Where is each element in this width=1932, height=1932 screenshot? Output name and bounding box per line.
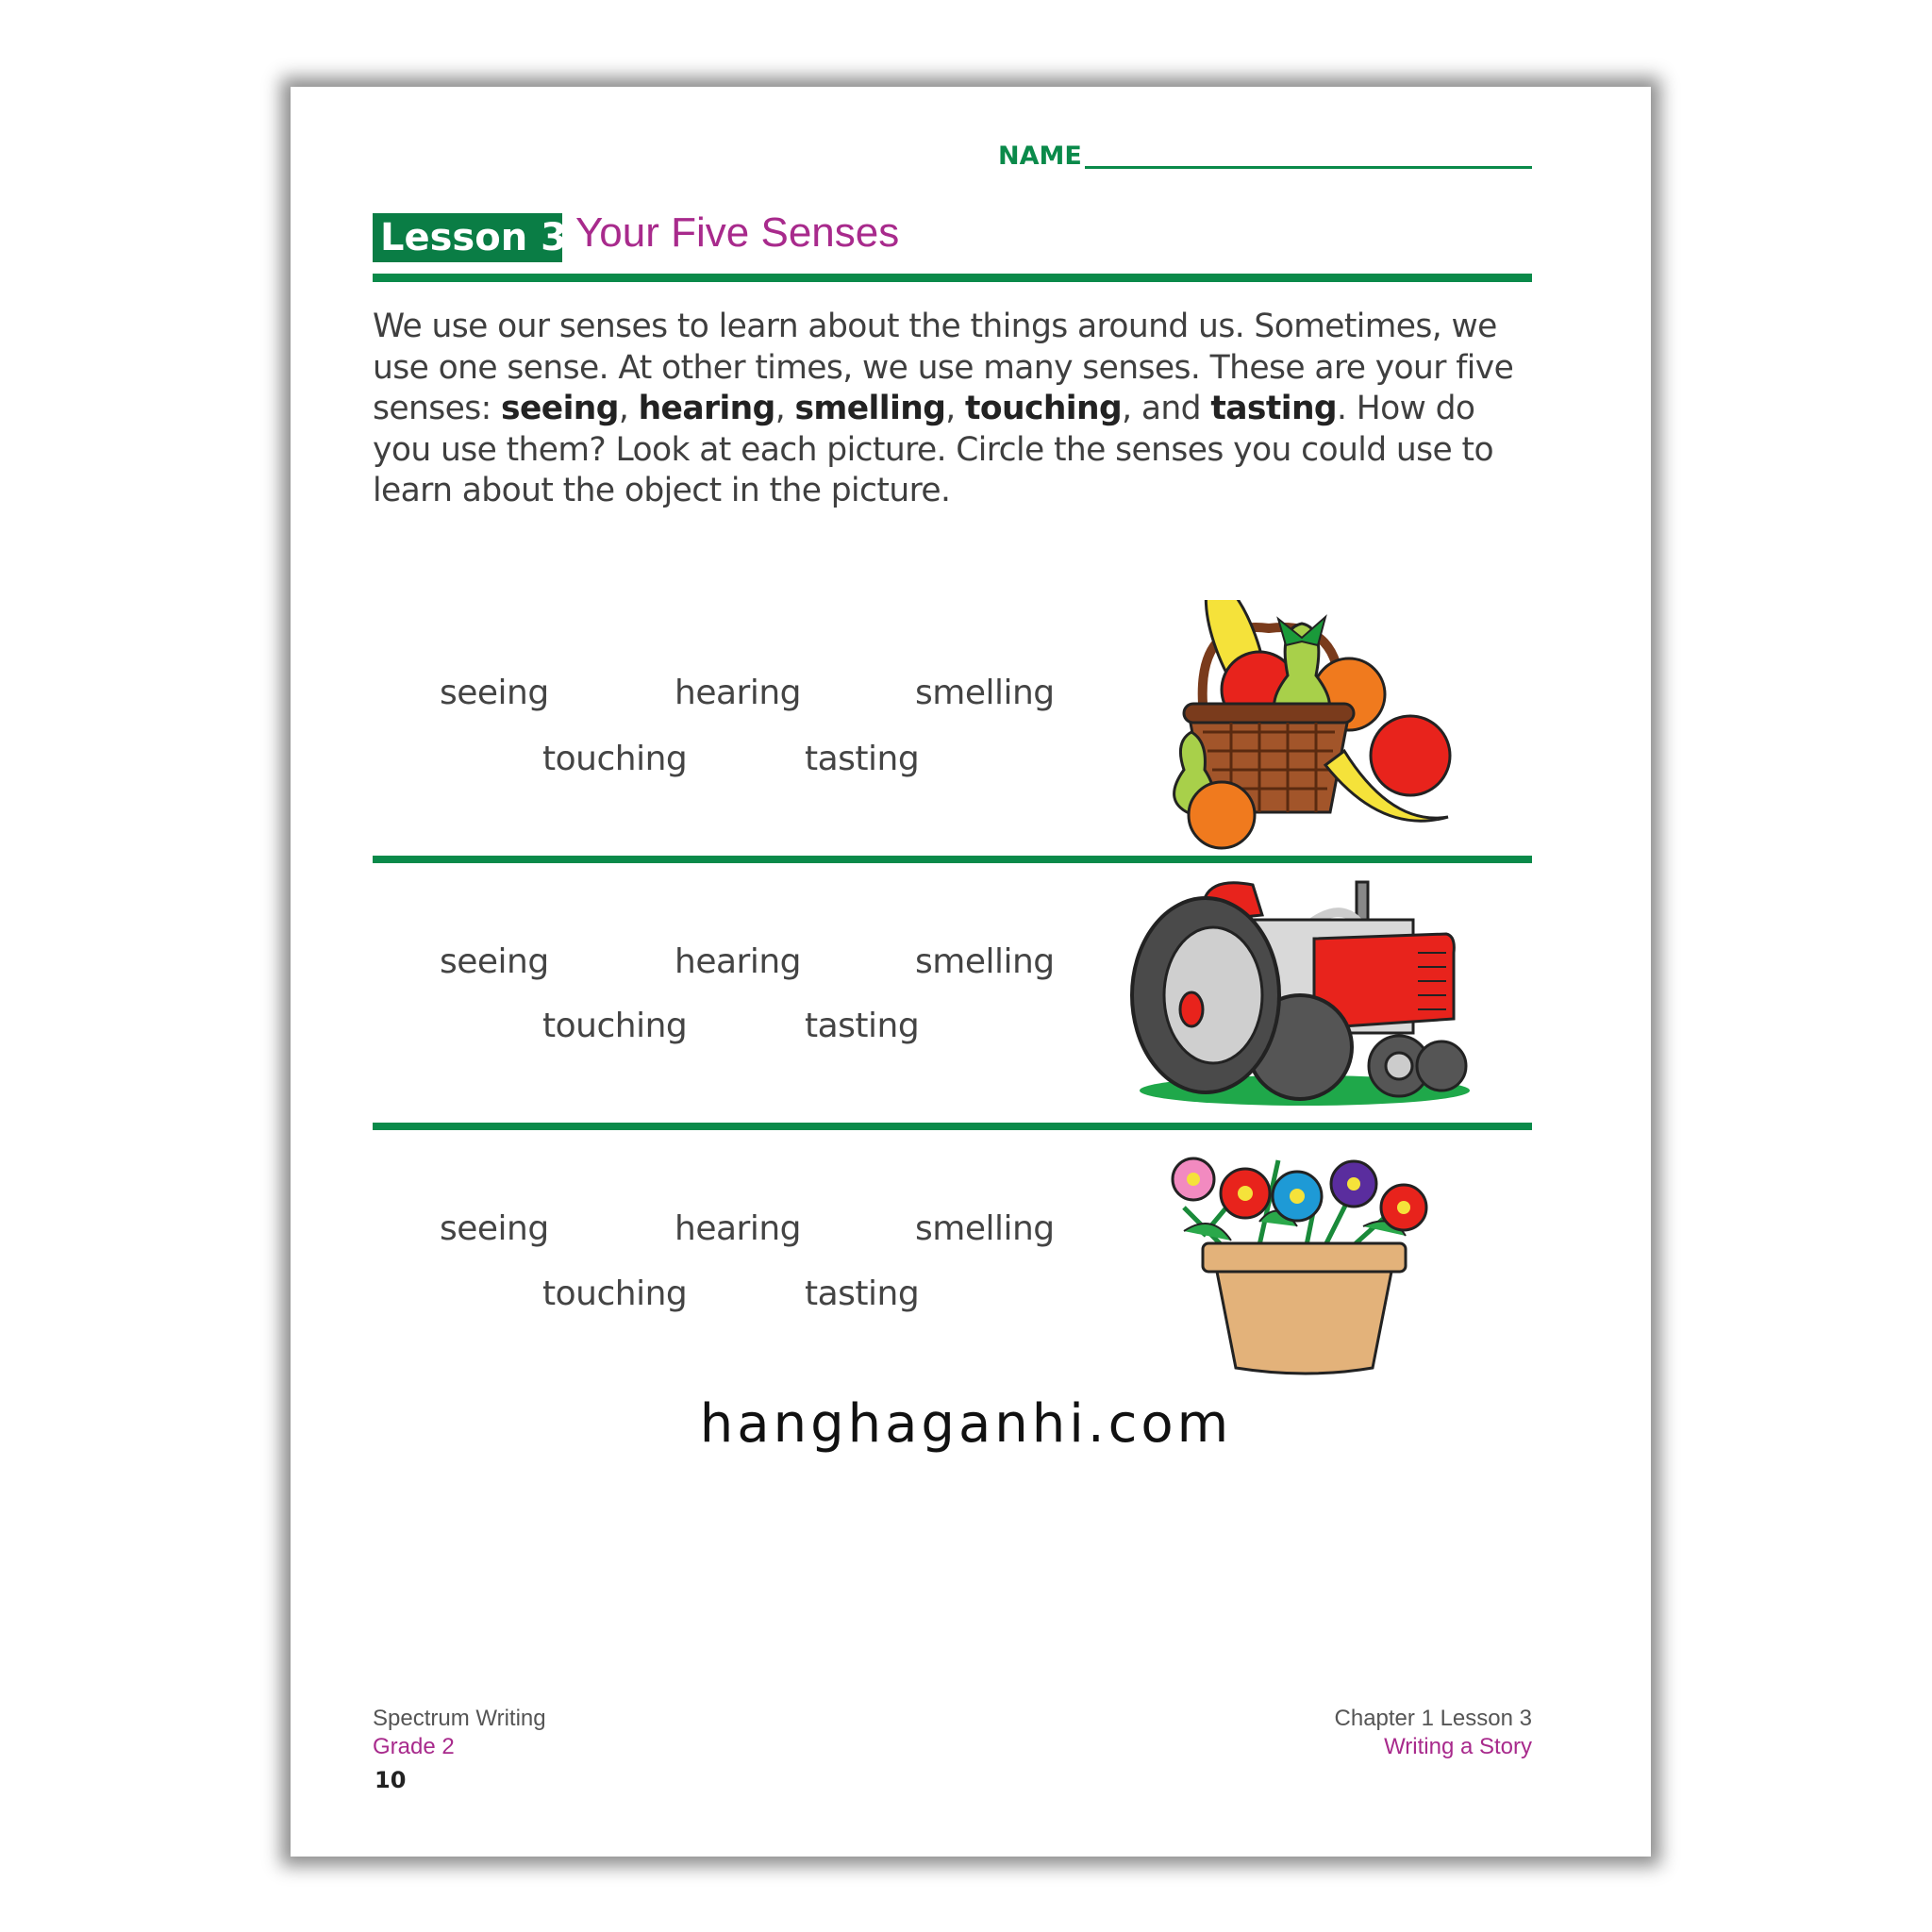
name-label: NAME [998, 142, 1082, 171]
footer-section: Writing a Story [1384, 1734, 1532, 1759]
sense-seeing[interactable]: seeing [440, 674, 549, 712]
front-hub [1386, 1053, 1412, 1079]
fruit-basket-picture [1146, 600, 1457, 855]
basket-rim [1184, 704, 1354, 723]
sense-tasting[interactable]: tasting [805, 1007, 920, 1045]
intro-paragraph: We use our senses to learn about the things around us. Sometimes, we use one sense. At other times, we use many senses. These are your five senses: seeing, hearing, smelling, touching, and tasting. How do you use them? Look at each picture. Circle the senses you could use to learn about the object in the picture. [373, 308, 1514, 509]
apple-right [1371, 716, 1450, 795]
sense-touching[interactable]: touching [542, 1274, 688, 1313]
flower-pink [1173, 1158, 1214, 1200]
flower-red-right [1381, 1185, 1426, 1230]
sense-hearing[interactable]: hearing [675, 942, 801, 981]
flower-purple [1331, 1161, 1376, 1207]
title-rule [373, 274, 1532, 282]
sense-seeing[interactable]: seeing [440, 942, 549, 981]
flower-red [1221, 1169, 1270, 1218]
footer-chapter: Chapter 1 Lesson 3 [1334, 1706, 1532, 1731]
sense-smelling[interactable]: smelling [915, 942, 1055, 981]
sense-touching[interactable]: touching [542, 740, 688, 778]
flower-pot-picture [1165, 1141, 1439, 1377]
flower-blue [1273, 1172, 1322, 1221]
sense-hearing[interactable]: hearing [675, 1209, 801, 1248]
sense-tasting[interactable]: tasting [805, 1274, 920, 1313]
orange-front [1189, 782, 1255, 848]
sense-smelling[interactable]: smelling [915, 1209, 1055, 1248]
sense-seeing[interactable]: seeing [440, 1209, 549, 1248]
lesson-title: Your Five Senses [575, 209, 900, 256]
rear-rim [1164, 927, 1262, 1063]
footer-grade: Grade 2 [373, 1734, 455, 1759]
row-divider-2 [373, 1123, 1532, 1130]
front-wheel-far [1417, 1041, 1466, 1091]
pot-body [1217, 1272, 1391, 1374]
tractor-picture [1130, 877, 1472, 1108]
name-line [1085, 166, 1532, 169]
row-divider-1 [373, 856, 1532, 863]
sense-hearing[interactable]: hearing [675, 674, 801, 712]
page-number: 10 [375, 1767, 407, 1793]
sense-tasting[interactable]: tasting [805, 740, 920, 778]
lesson-badge: Lesson 3 [373, 213, 562, 262]
footer-book: Spectrum Writing [373, 1706, 546, 1731]
watermark: hanghaganhi.com [699, 1393, 1233, 1455]
pot-rim [1203, 1243, 1406, 1272]
sense-touching[interactable]: touching [542, 1007, 688, 1045]
rear-hub [1180, 992, 1203, 1026]
sense-smelling[interactable]: smelling [915, 674, 1055, 712]
